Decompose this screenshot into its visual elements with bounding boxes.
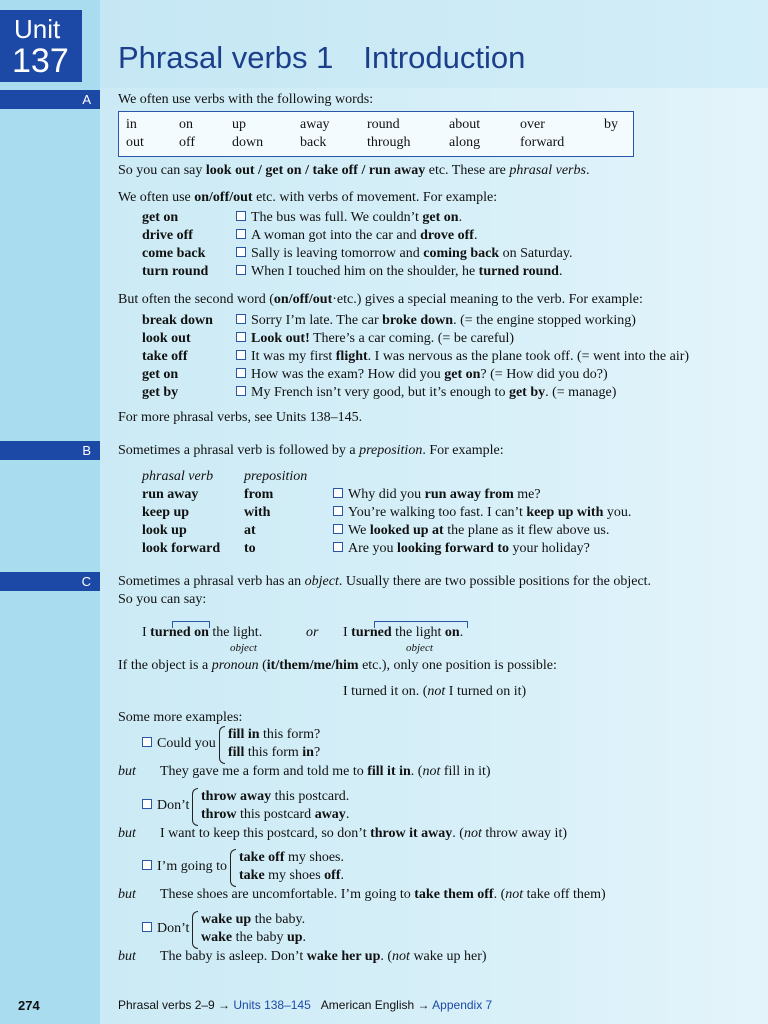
c-text: The baby is asleep. Don’t [160,949,307,964]
checkbox-icon [236,386,246,396]
c-bold: wake [201,930,233,945]
c-text: fill in it) [440,764,491,779]
c-not: not [505,887,524,902]
brace-icon [230,849,236,887]
but-sentence [160,764,491,780]
movement-verb: drive off [142,228,193,243]
sentence-bold: turned round [478,264,559,279]
b-prep: with [244,505,271,520]
sentence-bold: get by [508,385,546,400]
a-intro: We often use verbs with the following words: [118,92,374,107]
checkbox-icon [236,265,246,275]
sentence-bold: keep up with [526,505,604,520]
sentence-text: . [458,210,463,225]
sentence-bold: broke down [382,313,454,328]
section-b-marker: B [0,441,100,460]
but-sentence [160,949,487,965]
c-bold: throw it away [370,826,453,841]
c-text: . [302,930,307,945]
sentence-text: Why did you [348,487,425,502]
section-a-marker: A [0,90,100,109]
b-sentence [333,523,609,539]
c-bold: in [302,745,314,760]
sentence-text: on Saturday. [499,246,573,261]
special-sentence [236,385,616,401]
sentence-text: . [558,264,563,279]
sentence-text: It was my first [251,349,336,364]
particle-word: on [179,117,193,132]
c-bold: away [314,807,346,822]
particle-word: down [232,135,264,150]
particle-word: round [367,117,400,132]
title-main: Phrasal verbs 1 [118,40,334,75]
movement-verb: come back [142,246,206,261]
c-text: the baby. [251,912,306,927]
particle-word: up [232,117,246,132]
movement-sentence [236,264,562,280]
c-option-2 [228,745,320,761]
sentence-text: Sorry I’m late. The car [251,313,383,328]
b-sentence [333,487,541,503]
page-title [118,40,525,76]
special-verb: get by [142,385,179,400]
c-text: They gave me a form and told me to [160,764,368,779]
a-movement-intro: We often use on/off/out etc. with verbs of movement. For example: [118,190,498,205]
sentence-text: How was the exam? How did you [251,367,445,382]
sentence-text: . I was nervous as the plane took off. (= went into the air) [367,349,690,364]
c-text: wake up her) [409,949,487,964]
sentence-bold: Look out! [251,331,310,346]
checkbox-icon [333,506,343,516]
c-text: this postcard. [271,789,350,804]
checkbox-icon [236,247,246,257]
c-option-2 [201,807,349,823]
c-not: not [463,826,482,841]
object-label-1: object [230,642,257,654]
sentence-text: . [473,228,478,243]
footer-references: Phrasal verbs 2–9 → Units 138–145 American English → Appendix 7 [118,998,493,1012]
c-option-1 [201,789,349,805]
checkbox-icon [142,799,152,809]
b-verb: look forward [142,541,221,556]
title-sub: Introduction [363,40,526,75]
particle-word: forward [520,135,565,150]
appendix-link[interactable]: Appendix 7 [432,998,493,1012]
c-text: . ( [452,826,464,841]
checkbox-icon [333,542,343,552]
but-sentence [160,826,567,842]
special-verb: break down [142,313,213,328]
b-sentence [333,505,631,521]
sentence-bold: get on [422,210,459,225]
c-bold: off [324,868,341,883]
sentence-text: your holiday? [509,541,590,556]
c-more-examples: Some more examples: [118,710,243,725]
c-example-2: I turned the light on. [343,625,464,640]
movement-sentence [236,210,462,226]
sentence-bold: drove off [420,228,474,243]
sentence-text: . (= the engine stopped working) [453,313,636,328]
c-text: my shoes [264,868,325,883]
movement-sentence [236,228,477,244]
b-verb: run away [142,487,199,502]
checkbox-icon [236,350,246,360]
c-bold: take them off [414,887,494,902]
c-text: the baby [232,930,287,945]
c-or: or [306,625,319,640]
units-link[interactable]: Units 138–145 [233,998,311,1012]
c-intro-2: So you can say: [118,592,207,607]
c-text: this form? [259,727,321,742]
object-label-2: object [406,642,433,654]
sentence-text: . (= manage) [545,385,617,400]
c-text: throw away it) [481,826,568,841]
c-lead-text: I’m going to [157,859,227,874]
particle-word: out [126,135,144,150]
sentence-text: Sally is leaving tomorrow and [251,246,424,261]
c-text: These shoes are uncomfortable. I’m going to [160,887,415,902]
b-prep: to [244,541,256,556]
but-label: but [118,949,136,964]
c-example-lead [142,859,227,875]
movement-sentence [236,246,572,262]
special-sentence [236,367,608,383]
c-option-2 [201,930,306,946]
c-text: . [340,868,344,883]
c-bold: take off [239,850,285,865]
sentence-text: When I touched him on the shoulder, he [251,264,479,279]
b-col-verb-header: phrasal verb [142,469,214,484]
left-margin-column [0,0,100,1024]
sentence-bold: coming back [423,246,500,261]
sentence-bold: get on [444,367,481,382]
c-option-1 [201,912,305,928]
c-option-2 [239,868,344,884]
brace-icon [219,726,225,764]
c-example-lead [142,798,189,814]
sentence-text: A woman got into the car and [251,228,421,243]
c-bold: fill [228,745,245,760]
c-option-1 [239,850,344,866]
a-special-intro: But often the second word (on/off/out·etc.) gives a special meaning to the verb. For example: [118,292,643,307]
particle-word: over [520,117,545,132]
b-verb: keep up [142,505,190,520]
page-number: 274 [18,998,40,1013]
c-not: not [422,764,441,779]
sentence-text: the plane as it flew above us. [443,523,610,538]
particle-word: in [126,117,137,132]
but-label: but [118,764,136,779]
sentence-text: You’re walking too fast. I can’t [348,505,527,520]
c-intro: Sometimes a phrasal verb has an object. Usually there are two possible positions for the object. [118,574,652,589]
sentence-text: My French isn’t very good, but it’s enough to [251,385,509,400]
checkbox-icon [236,314,246,324]
a-say-line: So you can say look out / get on / take off / run away etc. These are phrasal verbs. [118,163,590,178]
special-sentence [236,331,514,347]
sentence-text: We [348,523,370,538]
special-sentence [236,349,689,365]
c-text: . ( [380,949,393,964]
b-verb: look up [142,523,187,538]
c-bold: wake up [201,912,252,927]
brace-icon [192,911,198,949]
b-prep: at [244,523,256,538]
sentence-text: ? (= How did you do?) [480,367,608,382]
particle-word: away [300,117,330,132]
particle-word: along [449,135,481,150]
b-sentence [333,541,590,557]
a-more-ref: For more phrasal verbs, see Units 138–145. [118,410,363,425]
c-bold: throw away [201,789,272,804]
particle-word: back [300,135,327,150]
special-sentence [236,313,636,329]
c-bold: fill in [228,727,260,742]
particle-word: through [367,135,411,150]
movement-verb: turn round [142,264,209,279]
c-not: not [392,949,410,964]
checkbox-icon [236,332,246,342]
movement-verb: get on [142,210,179,225]
sentence-text: you. [603,505,632,520]
sentence-text: me? [513,487,541,502]
c-text: this postcard [236,807,315,822]
c-only-position: I turned it on. (not I turned on it) [343,684,527,699]
c-bold: wake her up [306,949,381,964]
b-prep: from [244,487,274,502]
sentence-bold: run away from [424,487,514,502]
unit-badge [0,10,82,82]
but-label: but [118,887,136,902]
sentence-bold: looked up at [369,523,444,538]
c-text: . ( [410,764,423,779]
checkbox-icon [236,229,246,239]
special-verb: get on [142,367,179,382]
b-col-prep-header: preposition [244,469,308,484]
sentence-bold: looking forward to [397,541,509,556]
unit-label: Unit [14,14,61,44]
sentence-text: Are you [348,541,397,556]
sentence-bold: flight [335,349,368,364]
c-text: . ( [493,887,506,902]
checkbox-icon [333,524,343,534]
c-text: this form [244,745,303,760]
c-bold: up [286,930,303,945]
but-sentence [160,887,606,903]
particle-word: off [179,135,196,150]
c-lead-text: Could you [157,736,216,751]
c-text: my shoes. [284,850,344,865]
checkbox-icon [236,211,246,221]
c-bold: throw [201,807,237,822]
particle-word: about [449,117,481,132]
special-verb: take off [142,349,188,364]
sentence-text: There’s a car coming. (= be careful) [309,331,515,346]
but-label: but [118,826,136,841]
brace-icon [192,788,198,826]
c-text: . [345,807,350,822]
special-verb: look out [142,331,191,346]
checkbox-icon [236,368,246,378]
c-text: ? [313,745,321,760]
c-example-lead [142,736,216,752]
checkbox-icon [142,737,152,747]
c-text: I want to keep this postcard, so don’t [160,826,371,841]
section-c-marker: C [0,572,100,591]
checkbox-icon [142,860,152,870]
c-text: take off them) [523,887,606,902]
particle-word: by [604,117,618,132]
c-pronoun-line: If the object is a pronoun (it/them/me/him etc.), only one position is possible: [118,658,557,673]
c-bold: take [239,868,265,883]
c-option-1 [228,727,320,743]
sentence-text: The bus was full. We couldn’t [251,210,423,225]
c-lead-text: Don’t [157,921,190,936]
c-bold: fill it in [367,764,411,779]
c-lead-text: Don’t [157,798,190,813]
checkbox-icon [142,922,152,932]
c-example-lead [142,921,189,937]
checkbox-icon [333,488,343,498]
unit-number: 137 [12,42,69,80]
c-example-1: I turned on the light. [142,625,263,640]
b-intro: Sometimes a phrasal verb is followed by a preposition. For example: [118,443,504,458]
